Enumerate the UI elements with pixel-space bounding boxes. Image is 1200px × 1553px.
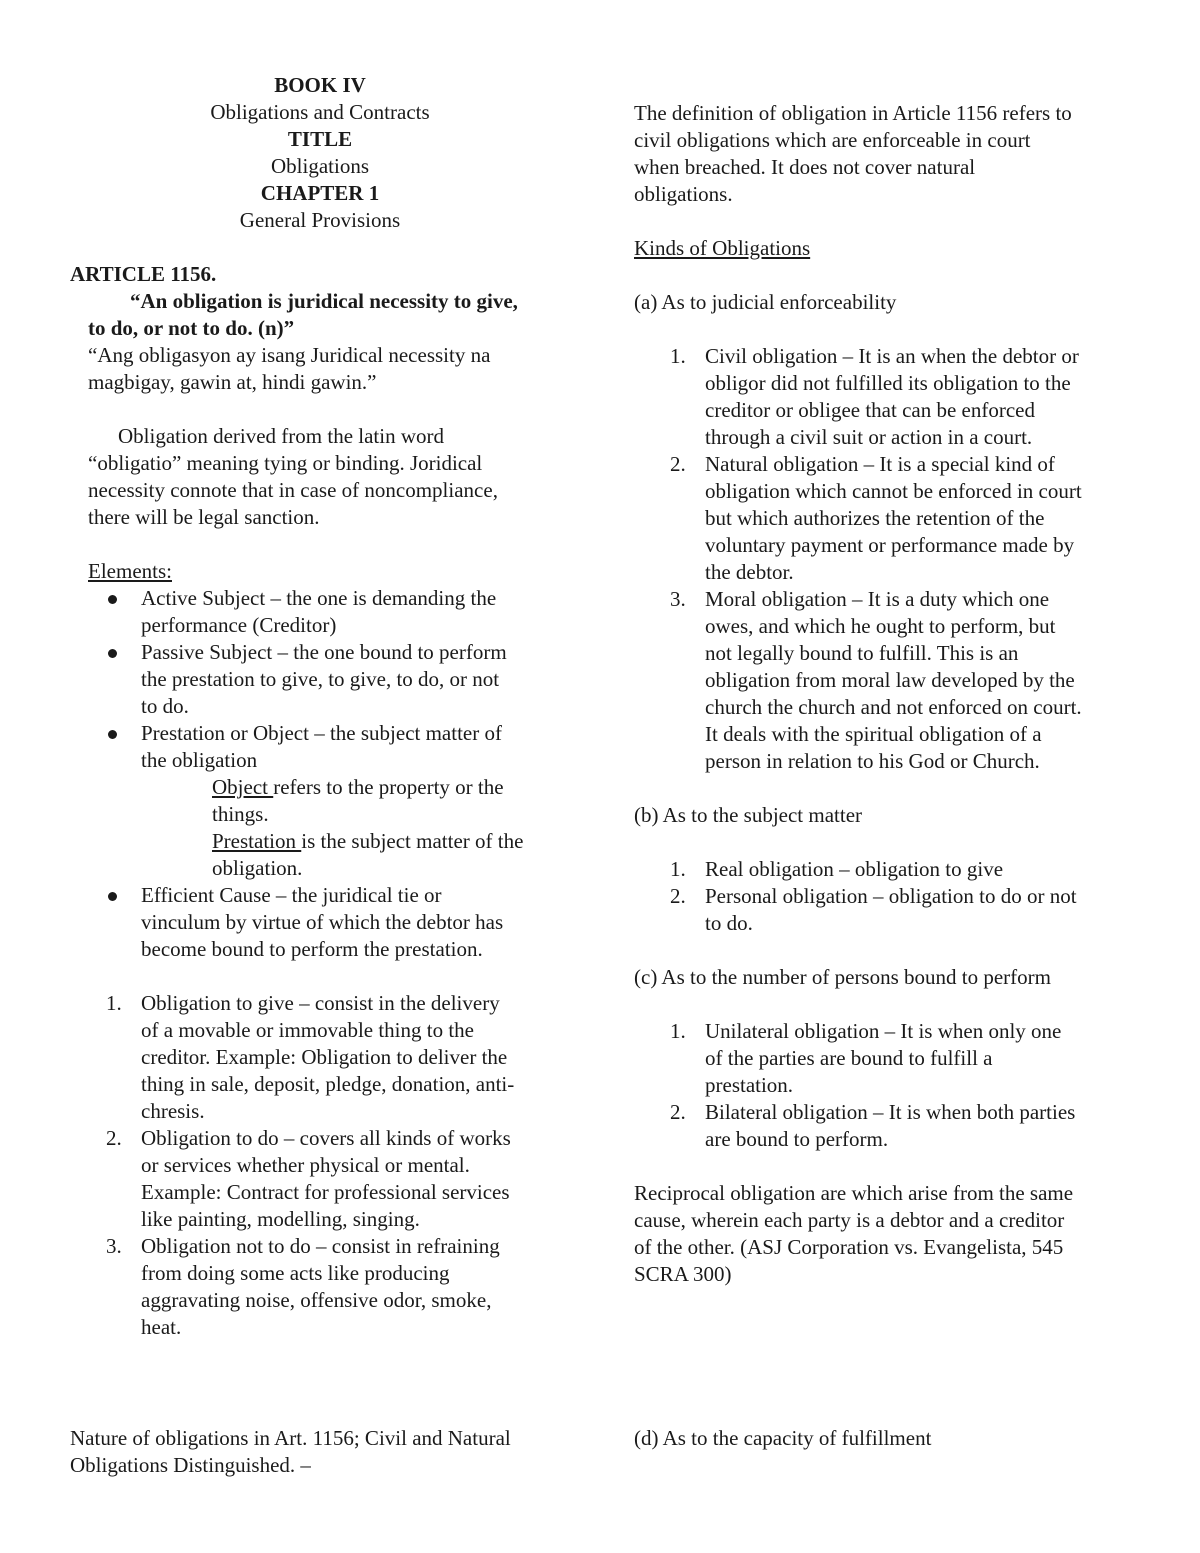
article-heading: ARTICLE 1156. <box>70 262 217 286</box>
list-item: 1. Civil obligation – It is an when the debtor or obligor did not fulfilled its obligation to the creditor or obligee that can be enforced through a civil suit or action in a court. <box>670 344 1079 449</box>
obligation-types-list <box>70 990 570 1341</box>
definition-line4: there will be legal sanction. <box>88 505 320 529</box>
section-b-heading: (b) As to the subject matter <box>634 803 863 827</box>
list-item: Efficient Cause – the juridical tie or vinculum by virtue of which the debtor has become bound to perform the prestation. <box>70 882 570 963</box>
book-subheading: Obligations and Contracts <box>210 100 430 124</box>
section-c-list <box>634 1018 1134 1153</box>
section-b-list <box>634 856 1134 937</box>
elements-list-cont <box>70 882 570 963</box>
definition-line1: Obligation derived from the latin word <box>118 424 445 448</box>
intro-line: obligations. <box>634 182 733 206</box>
bullet-icon <box>108 649 117 658</box>
bottom-right-text: (d) As to the capacity of fulfillment <box>634 1426 932 1450</box>
section-a-heading: (a) As to judicial enforceability <box>634 290 897 314</box>
bullet-icon <box>108 730 117 739</box>
intro-line: when breached. It does not cover natural <box>634 155 976 179</box>
object-definition: Object refers to the property or the <box>212 775 504 799</box>
list-item: 2. Natural obligation – It is a special kind of obligation which cannot be enforced in court but which authorizes the retention of the voluntary payment or performance made by the debtor. <box>670 452 1082 584</box>
article-quote-line1: “An obligation is juridical necessity to give, <box>130 289 518 313</box>
list-item: Passive Subject – the one bound to perform the prestation to give, to give, to do, or not to do. <box>70 639 570 720</box>
left-column: BOOK IV Obligations and Contracts TITLE Obligations CHAPTER 1 General Provisions ARTICLE 1156. “An obligation is juridical necessity to give, to do, or not to do. (n)” “Ang obligasyon ay isang Juridical necessity na magbigay, gawin at, hindi gawin.” Obligation derived from the latin word “obligatio” meaning tying or binding. Joridical necessity connote that in case of noncompliance, there will be legal sanction. Elements: Active Subject – the one is demanding the performance (Creditor) Passive Subject – the one bound to perform the prestation to give, to give, to do, or not to do. Prestation or Object – the subject matter of the obligation Object refers to the property or the things. Prestation is the subject matter of the obligation. Efficient Cause – the juridical tie or vinculum by virtue of which the debtor has become bound to perform the prestation. 1. Obligation to give – consist in the delivery of a movable or immovable thing to the creditor. Example: Obligation to deliver the thing in sale, deposit, pledge, donation, anti- chresis. 2. Obligation to do – covers all kinds of works or services whether physical or mental. Example: Contract for professional services like painting, modelling, singing. 3. Obligation not to do – consist in refraining from doing some acts like producing aggravating noise, offensive odor, smoke, heat. <box>70 72 570 1341</box>
section-a-list <box>634 343 1134 775</box>
list-item: 3. Moral obligation – It is a duty which one owes, and which he ought to perform, but not legally bound to fulfill. This is an obligation from moral law developed by the church the church and not enforced on court. It deals with the spiritual obligation of a person in relation to his God or Church. <box>670 587 1082 773</box>
reciprocal-line: cause, wherein each party is a debtor and a creditor <box>634 1208 1065 1232</box>
elements-heading: Elements: <box>88 559 172 583</box>
title-heading: TITLE <box>287 127 353 151</box>
article-quote-line2: to do, or not to do. (n)” <box>88 316 295 340</box>
list-item: 1. Obligation to give – consist in the delivery of a movable or immovable thing to the creditor. Example: Obligation to deliver the thing in sale, deposit, pledge, donation, anti- chresis. <box>106 991 515 1123</box>
tagalog-quote-line2: magbigay, gawin at, hindi gawin.” <box>88 370 377 394</box>
reciprocal-line: Reciprocal obligation are which arise from the same <box>634 1181 1074 1205</box>
reciprocal-line: SCRA 300) <box>634 1262 732 1286</box>
list-item: 1. Unilateral obligation – It is when only one of the parties are bound to fulfill a prestation. <box>670 1019 1062 1097</box>
list-item: 3. Obligation not to do – consist in refraining from doing some acts like producing aggravating noise, offensive odor, smoke, heat. <box>106 1234 500 1339</box>
right-column <box>634 100 1134 1288</box>
prestation-definition: Prestation is the subject matter of the <box>212 829 524 853</box>
bullet-icon <box>108 595 117 604</box>
bullet-icon <box>108 892 117 901</box>
chapter-subheading: General Provisions <box>239 208 401 232</box>
elements-list <box>70 585 570 774</box>
list-item: Active Subject – the one is demanding the performance (Creditor) <box>70 585 570 639</box>
section-c-heading: (c) As to the number of persons bound to perform <box>634 965 1051 989</box>
reciprocal-line: of the other. (ASJ Corporation vs. Evangelista, 545 <box>634 1235 1064 1259</box>
definition-line3: necessity connote that in case of noncompliance, <box>88 478 498 502</box>
list-item: Prestation or Object – the subject matter of the obligation <box>70 720 570 774</box>
bottom-left-text: Nature of obligations in Art. 1156; Civil and Natural Obligations Distinguished. – <box>70 1426 511 1477</box>
chapter-heading: CHAPTER 1 <box>260 181 380 205</box>
definition-line2: “obligatio” meaning tying or binding. Joridical <box>88 451 483 475</box>
intro-line: The definition of obligation in Article 1156 refers to <box>634 101 1072 125</box>
tagalog-quote-line1: “Ang obligasyon ay isang Juridical necessity na <box>88 343 491 367</box>
intro-line: civil obligations which are enforceable in court <box>634 128 1031 152</box>
list-item: 2. Personal obligation – obligation to do or not to do. <box>670 884 1077 935</box>
book-heading: BOOK IV <box>274 73 366 97</box>
title-subheading: Obligations <box>271 154 369 178</box>
list-item: 2. Obligation to do – covers all kinds of works or services whether physical or mental. Example: Contract for professional services like painting, modelling, singing. <box>106 1126 511 1231</box>
list-item: 2. Bilateral obligation – It is when both parties are bound to perform. <box>670 1100 1076 1151</box>
kinds-heading: Kinds of Obligations <box>634 236 811 260</box>
list-item: 1. Real obligation – obligation to give <box>670 857 1004 881</box>
